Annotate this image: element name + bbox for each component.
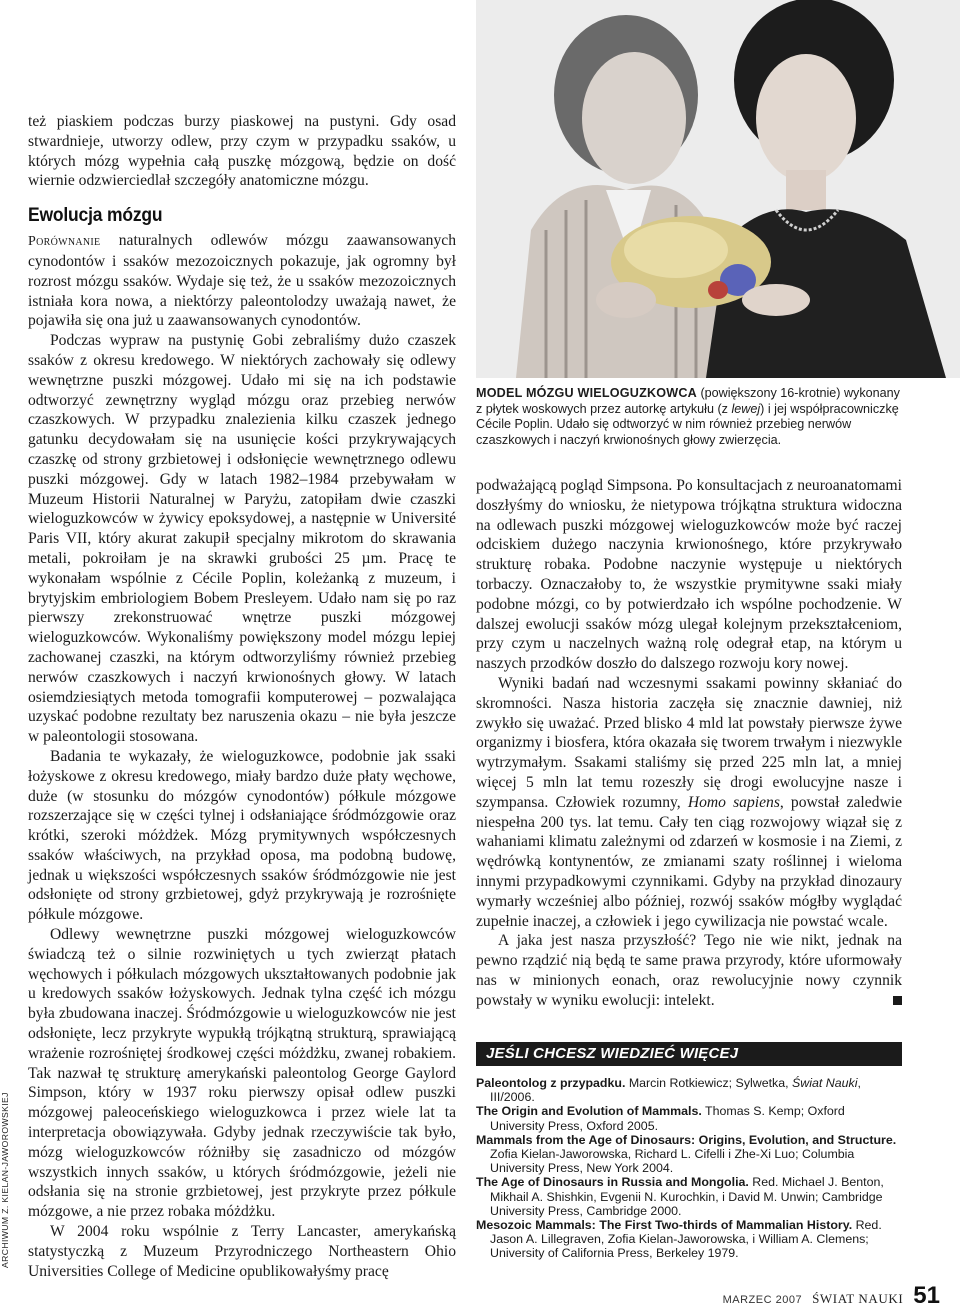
page-footer (723, 1282, 940, 1310)
right-paragraph-3-text: A jaka jest nasza przyszłość? Tego nie wie nikt, jednak na pewno rządzić nią będą te same prawa przyrody, które uformowały nas w minionych eonach, oraz rewolucyjnie nowy czynnik powstały w wyniku ewolucji: intelekt. (476, 932, 902, 1009)
reading-item (476, 1076, 902, 1104)
reading-item (476, 1218, 902, 1261)
left-paragraph-2 (28, 231, 456, 331)
right-paragraph-2 (476, 674, 902, 931)
reading-item-details: Red. Jason A. Lillegraven, Zofia Kielan-Jaworowska, i William A. Clemens; University of California Press, Berkeley 1979. (490, 1218, 882, 1261)
reading-item (476, 1175, 902, 1218)
reading-item-title: Mammals from the Age of Dinosaurs: Origins, Evolution, and Structure. (476, 1132, 897, 1147)
photo-illustration (476, 0, 960, 378)
species-name: Homo sapiens (687, 793, 780, 811)
left-paragraph-3: Podczas wypraw na pustynię Gobi zebraliśmy dużo czaszek ssaków z okresu kredowego. W niektórych zachowały się odlewy wewnętrzne puszki mózgowej. Udało mi się na ich podstawie odtworzyć zewnętrzny wygląd mózgu oraz przebieg nerwów czaszkowych. W przypadku znalezienia kilku czaszek jednego gatunku decydowałam się na usunięcie kości przykrywających czaszkę od strony grzbietowej i odsłonięcie wewnętrznego odlewu puszki mózgowej. Gdy w latach 1982–1984 przebywałam w Muzeum Historii Naturalnej w Paryżu, zatopiłam dwie czaszki wieloguzkowców w żywicy epoksydowej, a następnie w Université Paris VII, który akurat zakupił specjalny mikrotom do skrawania metali, pokroiłam je na skrawki grubości 25 µm. Pracę te wykonałam wspólnie z Cécile Poplin, koleżanką z muzeum, i brytyjskim embriologiem Bobem Presleyem. Udało nam się po raz pierwszy zrekonstruować wnętrze puszki mózgowej wieloguzkowców. Wykonaliśmy powiększony model mózgu lepiej zachowanej czaszki, na którym odtworzyliśmy również przebieg nerwów czaszkowych i naczyń krwionośnych głowy. W latach osiemdziesiątych metoda tomografii komputerowej – pozwalająca uzyskać podobne rezultaty bez naruszenia okazu – nie była jeszcze w paleontologii stosowana. (28, 332, 456, 746)
reading-item-title: The Age of Dinosaurs in Russia and Mongolia. (476, 1175, 749, 1190)
right-paragraph-2-pre: Wyniki badań nad wczesnymi ssakami powinny skłaniać do skromności. Nasza historia zaczęła się znacznie dawniej, niż zwykło się uważać. Przed blisko 4 mld lat powstały pierwsze żywe organizmy i biosfera, która okazała się tworem trwałym i niezwykle wytrzymałym. Ssakami staliśmy się przed 225 mln lat, a mniej więcej 5 mln lat temu rozeszły się drogi ewolucyjne nasze i szympansa. Człowiek rozumny, (476, 674, 902, 811)
caption-post: ) i jej współpracowniczkę Cécile Poplin. Udało się odtworzyć w nim również przebieg nerwów czaszkowych i naczyń krwionośnych głowy zwierzęcia. (476, 401, 899, 447)
reading-item (476, 1133, 902, 1176)
further-reading-box (476, 1042, 902, 1261)
right-paragraph-2-post: , powstał zaledwie niespełna 200 tys. lat temu. Cały ten ciąg rozwojowy wiązał się z wahaniami klimatu zależnymi od zdarzeń w kosmosie i na Ziemi, z wędrówką kontynentów, ze zmianami szaty roślinnej i wieloma innymi przypadkowymi czynnikami. Gdyby na przykład dinozaury wymarły wcześniej albo później, rozwój ssaków mógłby wyglądać zupełnie inaczej, a człowiek i jego cywilizacja nie powstać wcale. (476, 793, 902, 930)
end-of-article-mark (893, 996, 902, 1005)
reading-item-details: Thomas S. Kemp; Oxford University Press, Oxford 2005. (490, 1104, 845, 1133)
left-paragraph-6: W 2004 roku wspólnie z Terry Lancaster, amerykańską statystyczką z Muzeum Przyrodniczego Northeastern Ohio Universities College of Medicine opublikowałyśmy pracę (28, 1223, 456, 1280)
photo-caption (476, 386, 902, 448)
reading-item-details-end: , III/2006. (490, 1076, 861, 1105)
page-number: 51 (913, 1282, 940, 1309)
magazine-name: ŚWIAT NAUKI (812, 1291, 904, 1306)
further-reading-header: JEŚLI CHCESZ WIEDZIEĆ WIĘCEJ (476, 1042, 902, 1066)
left-paragraph-4: Badania te wykazały, że wieloguzkowce, podobnie jak ssaki łożyskowe z okresu kredowego, miały bardzo duże płaty węchowe, duże (w stosunku do mózgów cynodontów) półkule mózgowe rozszerzające się w części tylnej i odsłaniające śródmózgowie oraz krótki, szeroki móżdżek. Mózg prymitywnych współczesnych ssaków właściwych, na przykład oposa, ma podobną budowę, jednak u większości współczesnych ssaków śródmózgowie nie jest odsłonięte od strony grzbietowej, gdyż przykrywają je rozrośnięte półkule mózgowe. (28, 747, 456, 924)
caption-italic: lewej (731, 401, 761, 416)
issue-date: MARZEC 2007 (722, 1294, 803, 1306)
reading-item-italic: Świat Nauki (792, 1076, 858, 1090)
left-paragraph-2-body: naturalnych odlewów mózgu zaawansowanych cynodontów i ssaków mezozoicznych pokazuje, jak ogromny był rozrost mózgu ssaków. Wydaje się też, że u ssaków mezozoicznych istniała kora nowa, a niektórzy paleontolodzy uważają nawet, że pojawiła się ona już u zaawansowanych cynodontów. (28, 232, 456, 330)
reading-item-details: Zofia Kielan-Jaworowska, Richard L. Cifelli i Zhe-Xi Luo; Columbia University Press, New York 2004. (490, 1147, 855, 1176)
reading-item-details: Marcin Rotkiewicz; Sylwetka, (625, 1076, 793, 1090)
lead-in: Porównanie (28, 234, 101, 250)
reading-item-title: Paleontolog z przypadku. (476, 1076, 626, 1090)
section-heading: Ewolucja mózgu (28, 205, 163, 227)
right-column (476, 476, 902, 1011)
reading-list (476, 1076, 902, 1261)
right-paragraph-1: podważającą pogląd Simpsona. Po konsultacjach z neuroanatomami doszłyśmy do wniosku, że nietypowa trójkątna struktura widoczna na odlewach puszki mózgowej wieloguzkowców może być raczej odciskiem dużego naczynia krwionośnego, które przykrywało strukturę robaka. Podobne naczynie występuje u niektórych torbaczy. Oznaczałoby to, że wszystkie prymitywne ssaki miały podobne mózgi, co by potwierdzało ich wspólne pochodzenie. W dalszej ewolucji ssaków mózg ulegał kolejnym przekształceniom, przy czym u naczelnych ważną rolę odegrał etap, na którym u naszych przodków doszło do dalszego rozwoju kory nowej. (476, 477, 902, 673)
right-paragraph-3 (476, 931, 902, 1010)
reading-item-title: Mesozoic Mammals: The First Two-thirds of Mammalian History. (476, 1218, 853, 1233)
left-paragraph-5: Odlewy wewnętrzne puszki mózgowej wieloguzkowców świadczą też o silnie rozwiniętych u tych zwierząt płatach węchowych i półkulach mózgowych ukształtowanych podobnie jak u kredowych ssaków łożyskowych. Jednak tylna część ich mózgu była zbudowana inaczej. Śródmózgowie u wieloguzkowców nie jest odsłonięte, lecz przykryte wypukłą trójkątną strukturą, sprawiającą wrażenie rozrośniętej środkowej części móżdżku, zwanej robakiem. Tak nazwał tę strukturę amerykański paleontolog George Gaylord Simpson, który w 1937 roku pierwszy opisał odlew puszki mózgowej paleoceńskiego wieloguzkowca i przez wiele lat ta interpretacja obowiązywała. Gdyby jednak rzeczywiście tak było, mózg wieloguzkowców różniłby się zasadniczo od mózgów wszystkich innych ssaków, u których śródmózgowie, jeżeli nie odsłania się na stronie grzbietowej, jest przykryte przez półkule mózgowe, a nie przez robaka móżdżku. (28, 926, 456, 1221)
photo-credit: ARCHIWUM Z. KIELAN-JAWOROWSKIEJ (0, 1092, 10, 1268)
reading-item-title: The Origin and Evolution of Mammals. (476, 1104, 702, 1119)
reading-item (476, 1104, 902, 1132)
caption-bold: MODEL MÓZGU WIELOGUZKOWCA (476, 386, 697, 400)
reading-item-details: Red. Michael J. Benton, Mikhail A. Shishkin, Evgenii N. Kurochkin, i David M. Unwin; Cambridge University Press, Cambridge 2000. (490, 1175, 884, 1218)
left-paragraph-1: też piaskiem podczas burzy piaskowej na pustyni. Gdy osad stwardnieje, utworzy odlew, przy czym w przypadku ssaków, u których mózg wypełnia całą puszkę mózgową, będzie on dość wiernie odzwierciedlał szczegóły anatomiczne mózgu. (28, 113, 456, 190)
left-column (28, 112, 456, 1281)
article-photo (476, 0, 960, 378)
caption-pre: (powiększony 16-krotnie) wykonany z płytek woskowych przez autorkę artykułu (z (476, 386, 900, 416)
